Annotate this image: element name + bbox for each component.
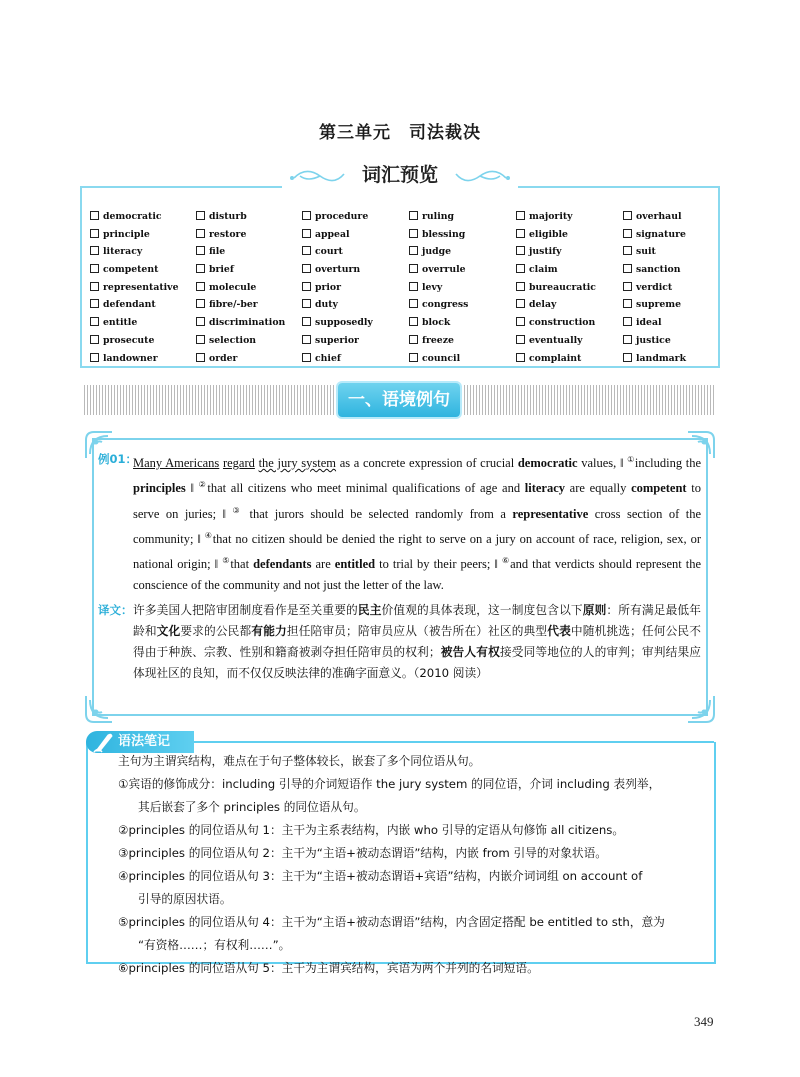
- vocab-word: verdict: [636, 281, 673, 293]
- checkbox-icon[interactable]: [90, 317, 99, 326]
- vocab-word: delay: [529, 299, 557, 311]
- vocab-item[interactable]: [409, 332, 515, 350]
- text-run: to trial by their peers; ‖: [375, 557, 502, 572]
- vocab-word: congress: [422, 299, 469, 311]
- vocab-item[interactable]: [90, 332, 196, 350]
- section-stripes-right: [464, 385, 716, 415]
- object-phrase: the jury system: [258, 456, 337, 470]
- vocab-word: procedure: [315, 211, 369, 222]
- keyword: entitled: [334, 557, 376, 572]
- vocab-word: supreme: [636, 299, 682, 311]
- checkbox-icon[interactable]: [409, 211, 418, 220]
- clause-marker: ④: [204, 530, 213, 540]
- keyword: democratic: [517, 456, 578, 470]
- corner-ornament-icon: [686, 694, 716, 724]
- keyword: competent: [631, 481, 687, 496]
- text-run: 接受同等地位的人的审判；审判结果应体现社区的良知，而不仅仅反映法律的准确字面意义。（2010 阅读）: [133, 645, 701, 680]
- vocab-word: levy: [422, 281, 443, 293]
- vocab-column: [623, 208, 729, 367]
- checkbox-icon[interactable]: [302, 264, 311, 273]
- checkbox-icon[interactable]: [90, 299, 99, 308]
- text-run: 许多美国人把陪审团制度看作是至关重要的: [133, 603, 358, 617]
- note-line: 主句为主谓宾结构，难点在于句子整体较长，嵌套了多个同位语从句。: [118, 754, 481, 768]
- vocab-column: [516, 208, 622, 367]
- section-stripes-left: [84, 385, 334, 415]
- vocab-word: defendant: [103, 299, 156, 311]
- verb-phrase: regard: [222, 456, 255, 470]
- vocab-item[interactable]: [302, 296, 408, 314]
- checkbox-icon[interactable]: [90, 211, 99, 220]
- checkbox-icon[interactable]: [623, 264, 632, 273]
- checkbox-icon[interactable]: [516, 246, 525, 255]
- keyword: 文化: [156, 624, 181, 638]
- vocab-item[interactable]: [623, 332, 729, 350]
- vocab-item[interactable]: [623, 243, 729, 261]
- vocab-item[interactable]: [516, 332, 622, 350]
- vocab-item[interactable]: [196, 279, 302, 297]
- checkbox-icon[interactable]: [302, 211, 311, 220]
- vocab-item[interactable]: [196, 261, 302, 279]
- vocab-word: entitle: [103, 317, 138, 329]
- note-line: ⑥principles 的同位语从句 5：主干为主谓宾结构，宾语为两个并列的名词短语。: [118, 961, 539, 975]
- section-banner: 一、语境例句: [338, 383, 460, 417]
- keyword: representative: [512, 506, 589, 521]
- note-line: ②principles 的同位语从句 1：主干为主系表结构，内嵌 who 引导的定语从句修饰 all citizens。: [118, 823, 625, 837]
- checkbox-icon[interactable]: [623, 211, 632, 220]
- vocab-word: prior: [315, 281, 342, 293]
- keyword: 民主: [357, 603, 382, 617]
- vocab-word: literacy: [103, 246, 143, 258]
- checkbox-icon[interactable]: [409, 299, 418, 308]
- vocab-item[interactable]: [516, 261, 622, 279]
- vocab-item[interactable]: [302, 314, 408, 332]
- keyword: 原则: [582, 603, 607, 617]
- vocab-word: landmark: [636, 352, 687, 364]
- checkbox-icon[interactable]: [516, 299, 525, 308]
- text-run: that jurors should be selected randomly from a: [243, 506, 513, 521]
- vocab-item[interactable]: [196, 332, 302, 350]
- corner-ornament-icon: [84, 694, 114, 724]
- vocab-item[interactable]: [302, 279, 408, 297]
- vocab-item[interactable]: [623, 279, 729, 297]
- vocab-item[interactable]: [516, 350, 622, 368]
- vocab-item[interactable]: [302, 350, 408, 368]
- vocab-word: council: [422, 352, 461, 364]
- grammar-notes-top-line: [194, 741, 714, 743]
- text-run: and that verdicts should represent the conscience of the community and not just the letter of the law.: [133, 557, 702, 593]
- text-run: as a concrete expression of crucial: [336, 456, 518, 470]
- vocab-item[interactable]: [196, 208, 302, 226]
- checkbox-icon[interactable]: [409, 229, 418, 238]
- vocab-word: superior: [315, 334, 359, 346]
- keyword: 有能力: [251, 624, 287, 638]
- vocab-word: construction: [529, 317, 596, 329]
- text-run: 担任陪审员；陪审员应从（被告所在）社区的典型: [286, 624, 548, 638]
- checkbox-icon[interactable]: [90, 335, 99, 344]
- vocab-word: appeal: [315, 228, 350, 240]
- vocab-word: overturn: [315, 264, 361, 276]
- checkbox-icon[interactable]: [516, 211, 525, 220]
- vocab-word: complaint: [529, 352, 582, 364]
- checkbox-icon[interactable]: [623, 353, 632, 362]
- note-line: ④principles 的同位语从句 3：主干为“主语+被动态谓语+宾语”结构，内嵌介词词组 on account of: [118, 869, 643, 883]
- note-line: 其后嵌套了多个 principles 的同位语从句。: [138, 800, 366, 814]
- vocab-item[interactable]: [516, 208, 622, 226]
- vocab-word: supposedly: [315, 317, 373, 329]
- example-sentence: [133, 449, 701, 597]
- checkbox-icon[interactable]: [196, 229, 205, 238]
- checkbox-icon[interactable]: [302, 299, 311, 308]
- vocab-item[interactable]: [90, 208, 196, 226]
- checkbox-icon[interactable]: [409, 246, 418, 255]
- subject-phrase: Many Americans: [133, 456, 220, 470]
- vocab-item[interactable]: [302, 226, 408, 244]
- text-run: ‖: [185, 481, 199, 496]
- translation-text: [133, 600, 701, 684]
- vocab-item[interactable]: [302, 261, 408, 279]
- checkbox-icon[interactable]: [196, 211, 205, 220]
- text-run: are: [311, 557, 335, 572]
- vocab-item[interactable]: [196, 243, 302, 261]
- vocab-word: overrule: [422, 264, 466, 276]
- vocab-word: landowner: [103, 352, 158, 364]
- vocab-word: overhaul: [636, 211, 682, 222]
- checkbox-icon[interactable]: [516, 335, 525, 344]
- unit-title: 第三单元 司法裁决: [319, 123, 481, 143]
- checkbox-icon[interactable]: [516, 229, 525, 238]
- text-run: 价值观的具体表现，这一制度包含以下: [381, 603, 583, 617]
- vocab-item[interactable]: [516, 279, 622, 297]
- vocab-word: eventually: [529, 334, 583, 346]
- page-number: 349: [694, 1014, 714, 1029]
- vocab-item[interactable]: [90, 296, 196, 314]
- checkbox-icon[interactable]: [516, 353, 525, 362]
- vocab-word: justice: [636, 334, 671, 346]
- text-run: ：所有满足最低年龄和: [133, 603, 701, 638]
- checkbox-icon[interactable]: [302, 335, 311, 344]
- vocab-item[interactable]: [623, 296, 729, 314]
- clause-marker: ③: [232, 505, 244, 515]
- checkbox-icon[interactable]: [196, 282, 205, 291]
- vocab-word: principle: [103, 228, 150, 240]
- checkbox-icon[interactable]: [516, 282, 525, 291]
- vocab-item[interactable]: [90, 261, 196, 279]
- vocab-column: [409, 208, 515, 367]
- vocab-word: court: [315, 246, 343, 258]
- vocab-item[interactable]: [90, 243, 196, 261]
- grammar-notes-text: [118, 750, 702, 980]
- vocab-item[interactable]: [409, 226, 515, 244]
- note-line: “有资格……；有权利……”。: [138, 938, 291, 952]
- vocab-column: [196, 208, 302, 367]
- vocab-word: competent: [103, 264, 159, 276]
- checkbox-icon[interactable]: [196, 299, 205, 308]
- vocab-word: blessing: [422, 228, 466, 240]
- vocab-word: chief: [315, 352, 341, 364]
- grammar-notes-tab: 语法笔记: [86, 731, 194, 753]
- vocab-word: majority: [529, 211, 573, 222]
- text-run: 中随机挑选；任何公民不得由于种族、宗教、性别和籍裔被剥夺担任陪审员的权利；: [133, 624, 701, 659]
- vocab-word: eligible: [529, 228, 568, 240]
- text-run: to serve on juries; ‖: [133, 481, 701, 521]
- vocab-item[interactable]: [516, 296, 622, 314]
- checkbox-icon[interactable]: [623, 229, 632, 238]
- vocab-item[interactable]: [516, 226, 622, 244]
- keyword: 代表: [547, 624, 571, 638]
- vocab-word: ideal: [636, 317, 662, 329]
- checkbox-icon[interactable]: [90, 264, 99, 273]
- checkbox-icon[interactable]: [302, 353, 311, 362]
- note-line: ⑤principles 的同位语从句 4：主干为“主语+被动态谓语”结构，内含固定搭配 be entitled to sth，意为: [118, 915, 665, 929]
- vocab-word: file: [209, 246, 226, 258]
- vocab-word: sanction: [636, 264, 681, 276]
- vocab-word: selection: [209, 334, 257, 346]
- vocab-word: prosecute: [103, 334, 155, 346]
- text-run: that no citizen should be denied the right to serve on a jury on account of race, religion, sex, or national origin; ‖: [133, 531, 701, 572]
- checkbox-icon[interactable]: [516, 264, 525, 273]
- checkbox-icon[interactable]: [302, 317, 311, 326]
- checkbox-icon[interactable]: [516, 317, 525, 326]
- checkbox-icon[interactable]: [409, 282, 418, 291]
- vocab-word: brief: [209, 264, 234, 276]
- vocab-word: freeze: [422, 334, 454, 346]
- checkbox-icon[interactable]: [196, 353, 205, 362]
- checkbox-icon[interactable]: [90, 353, 99, 362]
- vocab-word: order: [209, 352, 238, 364]
- checkbox-icon[interactable]: [90, 229, 99, 238]
- vocab-item[interactable]: [623, 261, 729, 279]
- checkbox-icon[interactable]: [623, 299, 632, 308]
- vocab-item[interactable]: [90, 226, 196, 244]
- vocab-word: judge: [422, 246, 452, 258]
- vocab-word: molecule: [209, 281, 257, 293]
- text-run: cross section of the community; ‖: [133, 506, 701, 546]
- text-run: are equally: [565, 481, 632, 496]
- checkbox-icon[interactable]: [623, 317, 632, 326]
- clause-marker: ①: [627, 455, 635, 464]
- note-line: 引导的原因状语。: [138, 892, 232, 906]
- vocab-word: duty: [315, 299, 338, 311]
- clause-marker: ⑥: [501, 556, 511, 566]
- vocab-item[interactable]: [196, 226, 302, 244]
- checkbox-icon[interactable]: [90, 282, 99, 291]
- vocab-word: democratic: [103, 211, 162, 222]
- vocab-item[interactable]: [302, 208, 408, 226]
- checkbox-icon[interactable]: [623, 282, 632, 291]
- vocab-item[interactable]: [409, 261, 515, 279]
- keyword: 被告人有权: [440, 645, 500, 659]
- checkbox-icon[interactable]: [623, 335, 632, 344]
- checkbox-icon[interactable]: [196, 317, 205, 326]
- vocab-word: justify: [529, 246, 562, 258]
- text-run: 要求的公民都: [180, 624, 252, 638]
- vocab-word: bureaucratic: [529, 281, 596, 293]
- text-run: including the: [634, 456, 702, 470]
- checkbox-icon[interactable]: [302, 229, 311, 238]
- note-line: ③principles 的同位语从句 2：主干为“主语+被动态谓语”结构，内嵌 from 引导的对象状语。: [118, 846, 607, 860]
- vocab-item[interactable]: [409, 314, 515, 332]
- vocab-item[interactable]: [90, 314, 196, 332]
- vocab-column: [302, 208, 408, 367]
- vocab-word: signature: [636, 228, 686, 240]
- vocab-column: [90, 208, 196, 367]
- vocab-item[interactable]: [196, 314, 302, 332]
- vocab-word: suit: [636, 246, 656, 258]
- vocab-item[interactable]: [409, 243, 515, 261]
- checkbox-icon[interactable]: [196, 335, 205, 344]
- vocab-item[interactable]: [623, 350, 729, 368]
- vocab-item[interactable]: [623, 208, 729, 226]
- vocab-item[interactable]: [90, 279, 196, 297]
- vocab-item[interactable]: [409, 350, 515, 368]
- vocab-heading: 词汇预览: [361, 164, 438, 186]
- vocab-item[interactable]: [302, 243, 408, 261]
- keyword: literacy: [524, 481, 566, 496]
- vocab-item[interactable]: [516, 314, 622, 332]
- clause-marker: ②: [198, 480, 208, 490]
- vocab-item[interactable]: [516, 243, 622, 261]
- keyword: principles: [133, 481, 186, 496]
- text-run: that: [230, 557, 254, 572]
- vocab-word: representative: [103, 281, 179, 293]
- translation-label: 译文：: [98, 603, 133, 617]
- text-run: that all citizens who meet minimal qualifications of age and: [207, 481, 525, 496]
- vocab-word: restore: [209, 228, 247, 240]
- vocab-item[interactable]: [196, 296, 302, 314]
- vocab-word: fibre/-ber: [209, 299, 258, 311]
- vocab-item[interactable]: [90, 350, 196, 368]
- vocab-item[interactable]: [623, 314, 729, 332]
- checkbox-icon[interactable]: [409, 317, 418, 326]
- note-line: ①宾语的修饰成分：including 引导的介词短语作 the jury system 的同位语，介词 including 表列举，: [118, 777, 661, 791]
- checkbox-icon[interactable]: [302, 246, 311, 255]
- pen-icon: [92, 731, 116, 753]
- example-label: 例01：: [98, 452, 138, 466]
- keyword: defendants: [253, 557, 312, 572]
- vocab-word: discrimination: [209, 317, 286, 329]
- checkbox-icon[interactable]: [409, 335, 418, 344]
- vocab-item[interactable]: [409, 208, 515, 226]
- checkbox-icon[interactable]: [196, 246, 205, 255]
- vocab-word: ruling: [422, 211, 454, 222]
- vocab-word: disturb: [209, 211, 247, 222]
- vocab-item[interactable]: [196, 350, 302, 368]
- checkbox-icon[interactable]: [623, 246, 632, 255]
- clause-marker: ⑤: [222, 556, 231, 566]
- checkbox-icon[interactable]: [196, 264, 205, 273]
- checkbox-icon[interactable]: [302, 282, 311, 291]
- vocab-item[interactable]: [302, 332, 408, 350]
- vocab-item[interactable]: [409, 279, 515, 297]
- vocab-item[interactable]: [623, 226, 729, 244]
- checkbox-icon[interactable]: [409, 353, 418, 362]
- vocab-word: claim: [529, 264, 558, 276]
- checkbox-icon[interactable]: [90, 246, 99, 255]
- vocab-word: block: [422, 317, 451, 329]
- checkbox-icon[interactable]: [409, 264, 418, 273]
- vocab-item[interactable]: [409, 296, 515, 314]
- text-run: values, ‖: [577, 456, 628, 470]
- vocab-preview-box: [80, 186, 720, 368]
